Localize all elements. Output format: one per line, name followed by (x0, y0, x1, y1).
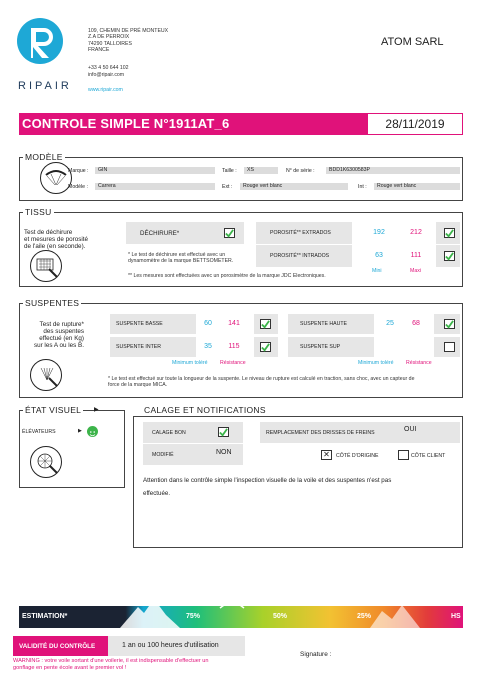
modele-title: MODÈLE (25, 152, 63, 162)
suspente-haute-min: 25 (386, 320, 394, 327)
dechirure-label: DÉCHIRURE* (140, 230, 180, 237)
extrados-min: 192 (373, 229, 385, 236)
modele-frame (19, 157, 463, 201)
suspente-sup-label: SUSPENTE SUP (300, 344, 341, 350)
calage-bon-label: CALAGE BON (152, 430, 186, 436)
cote-client-label: CÔTE CLIENT (411, 453, 446, 459)
cote-origine-checkbox[interactable]: ✕ (321, 450, 332, 460)
fabric-icon (30, 250, 62, 282)
inspection-icon (30, 446, 62, 478)
etat-title: ÉTAT VISUEL (25, 405, 82, 415)
mini-label: Mini (372, 268, 382, 274)
min-tol-label-right: Minimum toléré (358, 360, 394, 366)
validite-label: VALIDITÉ DU CONTRÔLE (19, 643, 96, 650)
taille-label: Taille : (222, 168, 237, 174)
elevateurs-label: ÉLÉVATEURS (22, 429, 56, 435)
remplacement-value: OUI (404, 426, 417, 433)
suspentes-title: SUSPENTES (25, 298, 80, 308)
serie-label: N° de série : (286, 168, 315, 174)
brand-name: RIPAIR (18, 80, 72, 92)
suspente-basse-checkbox[interactable] (260, 319, 271, 329)
smiley-ok-icon (87, 426, 98, 437)
suspente-sup-values-bg (374, 337, 434, 357)
calage-bon-checkbox[interactable] (218, 427, 229, 437)
phone: +33 4 50 644 102 (88, 65, 129, 71)
suspente-haute-checkbox[interactable] (444, 319, 455, 329)
suspente-basse-label: SUSPENTE BASSE (116, 321, 163, 327)
int-field: Rouge vert blanc (374, 183, 460, 190)
tissu-title: TISSU (25, 207, 52, 217)
elevateurs-arrow-icon: ▶ (78, 428, 82, 434)
estimation-label: ESTIMATION* (22, 613, 68, 620)
modele-field: Carrera (95, 183, 215, 190)
suspente-inter-min: 35 (204, 343, 212, 350)
suspente-inter-checkbox[interactable] (260, 342, 271, 352)
resistance-label-right: Résistance (406, 360, 432, 366)
validite-value: 1 an ou 100 heures d'utilisation (122, 642, 219, 649)
extrados-max: 212 (410, 229, 422, 236)
suspente-haute-res: 68 (412, 320, 420, 327)
intrados-max: 111 (410, 252, 422, 259)
tissu-description: Test de déchirure et mesures de porosité de l'aile (en seconde). (24, 229, 89, 250)
suspente-basse-res: 141 (228, 320, 240, 327)
extrados-label: POROSITÉ** EXTRADOS (270, 230, 331, 236)
min-tol-label-left: Minimum toléré (172, 360, 208, 366)
lines-icon (30, 359, 62, 391)
modele-label: Modèle : (68, 184, 88, 190)
suspentes-description: Test de rupture* des suspentes effectué (en Kg) sur les A ou les B. (33, 321, 84, 349)
estimation-hs: HS (451, 613, 461, 620)
suspente-inter-res: 115 (228, 343, 240, 350)
resistance-label-left: Résistance (220, 360, 246, 366)
suspentes-note: * Le test est effectué sur toute la longueur de la suspente. Le niveau de rupture est calculé en traction, sans choc, avec un capteur de force de la marque MICA. (108, 376, 415, 389)
estimation-50: 50% (273, 613, 288, 620)
ext-label: Ext : (222, 184, 233, 190)
cote-origine-label: CÔTÉ D'ORIGINE (336, 453, 379, 459)
signature-label: Signature : (300, 651, 332, 658)
calage-note: Attention dans le contrôle simple l'inspection visuelle de la voile et des suspentes n'est pas effectuée. (143, 477, 392, 497)
suspente-inter-label: SUSPENTE INTER (116, 344, 161, 350)
ripair-logo (16, 14, 76, 74)
intrados-min: 63 (375, 252, 383, 259)
intrados-label: POROSITÉ** INTRADOS (270, 253, 330, 259)
client-name: ATOM SARL (381, 36, 444, 48)
extrados-checkbox[interactable] (444, 228, 455, 238)
marque-label: Marque : (68, 168, 89, 174)
estimation-25: 25% (357, 613, 372, 620)
suspente-haute-label: SUSPENTE HAUTE (300, 321, 347, 327)
cote-client-checkbox[interactable] (398, 450, 409, 460)
website-link[interactable]: www.ripair.com (88, 87, 123, 93)
maxi-label: Maxi (410, 268, 421, 274)
suspente-basse-min: 60 (204, 320, 212, 327)
calage-title: CALAGE ET NOTIFICATIONS (144, 405, 266, 415)
intrados-checkbox[interactable] (444, 251, 455, 261)
address: 109, CHEMIN DE PRÉ MONTEUX Z.A DE PERROIX 74290 TALLOIRES FRANCE (88, 28, 169, 54)
tissu-note-1: * Le test de déchirure est effectué avec un dynamomètre de la marque BETTSOMETER. (128, 252, 234, 265)
estimation-landscape (120, 593, 440, 628)
dechirure-checkbox[interactable] (224, 228, 235, 238)
suspente-sup-checkbox[interactable] (444, 342, 455, 352)
control-date: 28/11/2019 (367, 113, 463, 135)
ext-field: Rouge vert blanc (240, 183, 348, 190)
etat-arrow-icon: ▶ (94, 407, 99, 413)
int-label: Int : (358, 184, 367, 190)
marque-field: GIN (95, 167, 215, 174)
remplacement-label: REMPLACEMENT DES DRISSES DE FREINS (266, 430, 375, 436)
email[interactable]: info@ripair.com (88, 72, 125, 78)
taille-field: XS (244, 167, 278, 174)
serie-field: BDD1K6300583P (326, 167, 460, 174)
page-title: CONTROLE SIMPLE N°1911AT_6 (22, 116, 230, 131)
tissu-note-2: ** Les mesures sont effectuées avec un porosimètre de la marque JDC Electroniques. (128, 273, 326, 279)
warning-text: WARNING : votre voile sortant d'une voilerie, il est indispensable d'effectuer un gonflage en pente école avant le premier vol ! (13, 658, 209, 671)
modifie-label: MODIFIÉ (152, 452, 174, 458)
modifie-value: NON (216, 449, 232, 456)
estimation-75: 75% (186, 613, 201, 620)
